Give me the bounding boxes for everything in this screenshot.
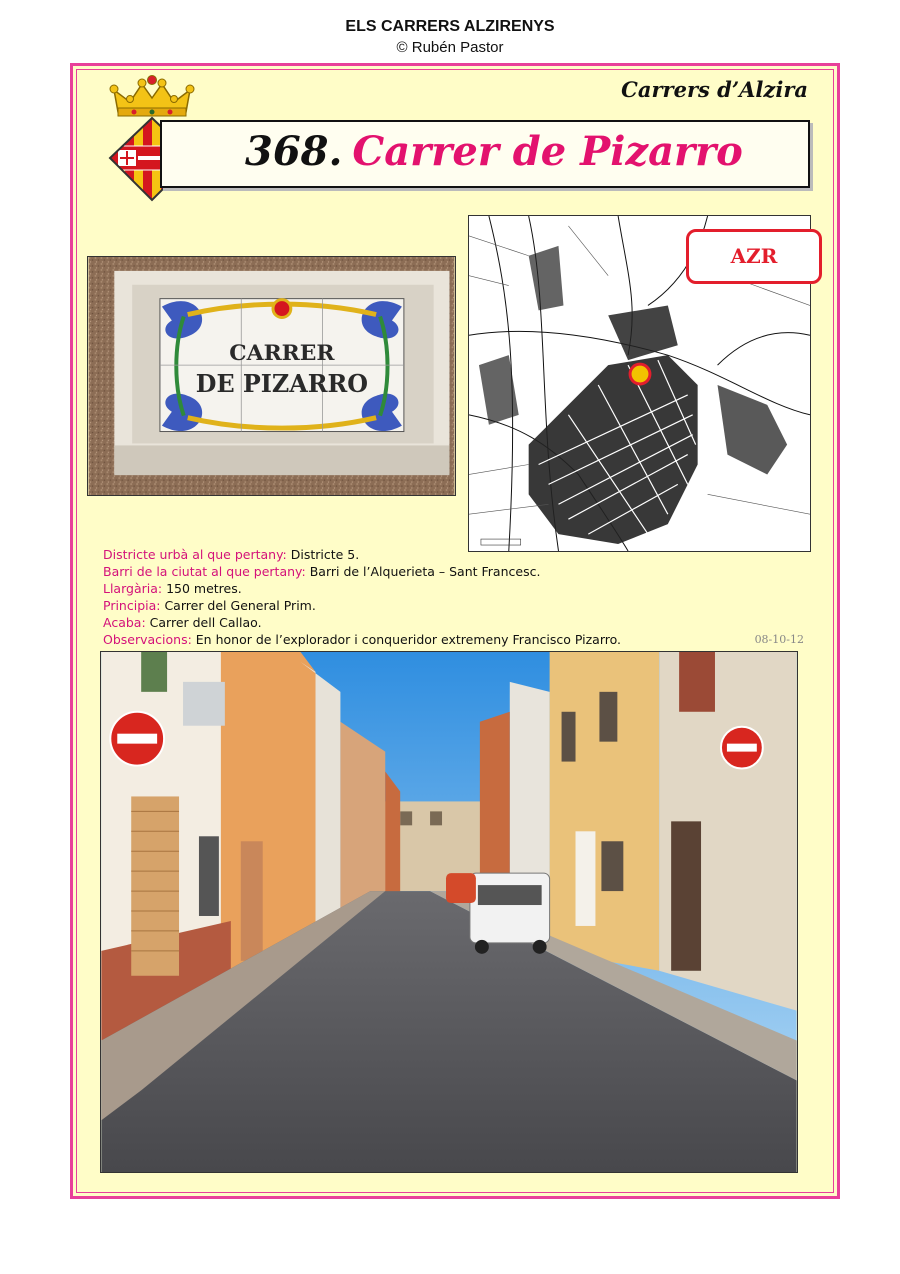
info-value: Carrer del General Prim.	[160, 598, 316, 613]
info-label: Llargària:	[103, 581, 163, 596]
street-info	[103, 546, 803, 648]
info-value: 150 metres.	[162, 581, 242, 596]
info-row-end	[103, 614, 803, 631]
info-row-neighbourhood	[103, 563, 803, 580]
info-value: En honor de l’explorador i conqueridor extremeny Francisco Pizarro.	[191, 632, 622, 647]
info-label: Districte urbà al que pertany:	[103, 547, 287, 562]
info-row-length	[103, 580, 803, 597]
document-author: © Rubén Pastor	[396, 39, 504, 56]
info-value: Districte 5.	[286, 547, 360, 562]
info-label: Acaba:	[103, 615, 146, 630]
info-row-observations	[103, 631, 803, 648]
area-badge: AZR	[686, 229, 822, 284]
crown-icon	[110, 76, 194, 117]
street-title	[245, 128, 743, 175]
parked-car	[446, 873, 476, 903]
street-sign-photo	[87, 256, 456, 496]
no-entry-sign-icon	[721, 727, 763, 769]
info-label: Principia:	[103, 598, 161, 613]
street-name: Carrer de Pizarro	[352, 128, 743, 175]
info-value: Barri de l’Alquerieta – Sant Francesc.	[305, 564, 541, 579]
sign-line-1: CARRER	[229, 341, 335, 367]
sign-line-2: DE PIZARRO	[195, 369, 369, 398]
parked-van	[470, 873, 550, 954]
info-label: Observacions:	[103, 632, 192, 647]
info-row-district	[103, 546, 803, 563]
document-title: ELS CARRERS ALZIRENYS	[345, 18, 555, 35]
location-marker-icon	[630, 364, 650, 384]
info-row-start	[103, 597, 803, 614]
info-label: Barri de la ciutat al que pertany:	[103, 564, 306, 579]
no-entry-sign-icon	[110, 712, 164, 766]
series-name: Carrers d’Alzira	[621, 77, 808, 102]
date-stamp: 08-10-12	[754, 633, 804, 646]
street-photo	[100, 651, 798, 1173]
street-number: 368.	[245, 128, 343, 175]
info-value: Carrer dell Callao.	[145, 615, 262, 630]
